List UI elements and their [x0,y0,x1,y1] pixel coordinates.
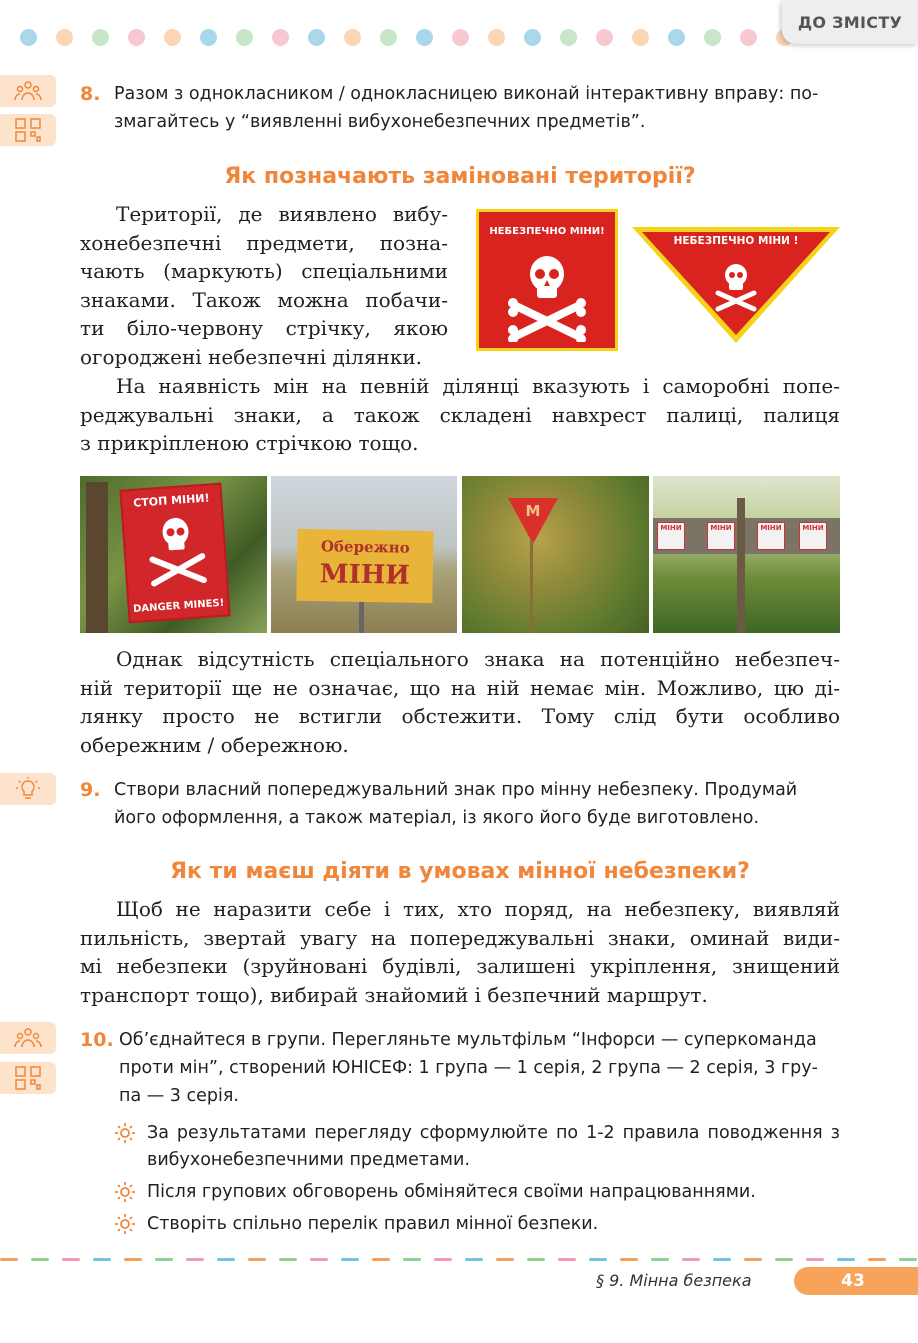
task-text-line: Створи власний попереджувальний знак про мінну небезпеку. Продумай [114,780,798,800]
decor-dash [558,1258,576,1261]
decor-dot [704,29,721,46]
decor-dash [713,1258,731,1261]
text-line: Території, де виявлено вибу- [116,202,448,226]
decor-dot [200,29,217,46]
decor-dash [217,1258,235,1261]
decor-dot [560,29,577,46]
text-line: Однак відсутність спеціального знака на потенційно небезпеч- [116,647,840,671]
decor-dash [806,1258,824,1261]
sun-bullet-icon [114,1213,136,1235]
sign-text: НЕБЕЗПЕЧНО МІНИ! [489,226,605,237]
mine-warning-sign-triangle [632,227,840,343]
photo-triangle-flag [462,476,649,633]
decor-dash [682,1258,700,1261]
text-line: знаками. Також можна побачи- [80,287,448,312]
list-item [114,1120,840,1174]
sign-text: СТОП МІНИ! [132,491,210,510]
decor-dot [488,29,505,46]
list-item [114,1179,840,1206]
careful-mines-sign [296,529,433,603]
stop-mines-sign [119,483,230,624]
task-text-line: па — 3 серія. [119,1086,239,1106]
text-line: ти біло-червону стрічку, якою [80,316,448,341]
decor-dot [452,29,469,46]
task-9 [80,776,840,832]
task-text-line: Разом з однокласником / однокласницею виконай інтерактивну вправу: по- [114,84,819,104]
decor-dot [596,29,613,46]
decor-dot [344,29,361,46]
decor-dot [20,29,37,46]
photo-stop-mines [80,476,267,633]
sign-text: МІНИ [707,522,735,550]
decor-dash [775,1258,793,1261]
sign-text: МІНИ [657,522,685,550]
decor-dash [62,1258,80,1261]
text-line: транспорт тощо), вибирай знайомий і безпечний маршрут. [80,982,708,1007]
decor-dash [124,1258,142,1261]
footer-dashes-decoration [0,1258,918,1262]
photo-strip [80,476,840,633]
section-heading: Як позначають заміновані території? [224,164,696,189]
task-text-line: Об’єднайтеся в групи. Перегляньте мультфільм “Інфорси — суперкоманда [119,1030,817,1050]
decor-dash [868,1258,886,1261]
task-number: 8. [80,83,101,105]
decor-dash [527,1258,545,1261]
task-number: 9. [80,779,101,801]
decor-dot [740,29,757,46]
decor-dot [236,29,253,46]
top-dots-decoration [20,29,900,47]
task-number: 10. [80,1029,114,1051]
text-line: На наявність мін на певній ділянці вказують і саморобні попе- [116,374,840,398]
list-item [114,1211,840,1238]
group-work-icon [0,1022,56,1054]
decor-dash [279,1258,297,1261]
qr-code-icon[interactable] [0,1062,56,1094]
decor-dash [837,1258,855,1261]
decor-dash [155,1258,173,1261]
task-text-line: змагайтесь у “виявленні вибухонебезпечних предметів”. [114,112,646,132]
photo-careful-mines [271,476,457,633]
list-item-text: Після групових обговорень обміняйтеся своїми напрацюваннями. [147,1182,756,1202]
text-line: огороджені небезпечні ділянки. [80,344,423,369]
page-number: 43 [794,1267,918,1295]
sign-text: DANGER MINES! [132,597,225,616]
list-item-text: Створіть спільно перелік правил мінної безпеки. [147,1214,599,1234]
paragraph-territories [80,200,448,372]
decor-dot [632,29,649,46]
sign-text: МІНИ [757,522,785,550]
paragraph-homemade-signs [80,372,840,458]
decor-dash [589,1258,607,1261]
decor-dash [899,1258,917,1261]
decor-dash [0,1258,18,1261]
list-item-text: За результатами перегляду сформулюйте по 1-2 правила поводження з вибухонебезпечними предметами. [147,1123,840,1170]
decor-dot [56,29,73,46]
decor-dot [128,29,145,46]
decor-dash [496,1258,514,1261]
task-text-line: його оформлення, а також матеріал, із якого його буде виготовлено. [114,808,760,828]
decor-dot [164,29,181,46]
decor-dash [341,1258,359,1261]
decor-dot [380,29,397,46]
sign-text: НЕБЕЗПЕЧНО МІНИ ! [673,235,799,247]
paragraph-absence-of-sign [80,645,840,759]
text-line: чають (маркують) спеціальними [80,259,448,284]
sun-bullet-icon [114,1181,136,1203]
decor-dash [434,1258,452,1261]
section-heading: Як ти маєш діяти в умовах мінної небезпеки? [170,859,750,884]
task-10 [80,1026,840,1110]
mine-warning-sign-square [476,209,618,351]
text-line: хонебезпечні предмети, позна- [80,230,448,255]
skull-crossbones-icon [506,250,588,342]
decor-dash [620,1258,638,1261]
text-line: Щоб не наразити себе і тих, хто поряд, на небезпеку, виявляй [116,897,840,921]
footer-section-title: § 9. Мінна безпека [596,1271,752,1290]
decor-dash [248,1258,266,1261]
sign-text: МІНИ [319,559,411,591]
paragraph-how-to-act [80,895,840,1009]
sign-text: МІНИ [799,522,827,550]
sign-text: M [525,502,541,520]
sign-text: Обережно [320,537,410,557]
decor-dash [403,1258,421,1261]
task-8 [80,80,840,136]
skull-crossbones-icon [143,512,210,588]
photo-fence-mines [653,476,840,633]
sun-bullet-icon [114,1122,136,1144]
decor-dot [308,29,325,46]
decor-dot [416,29,433,46]
toc-button[interactable]: ДО ЗМІСТУ [782,0,918,44]
decor-dash [310,1258,328,1261]
decor-dot [668,29,685,46]
text-line: з прикріпленою стрічкою тощо. [80,431,419,456]
decor-dot [92,29,109,46]
text-line: лянку просто не встигли обстежити. Тому слід бути особливо [80,704,840,729]
text-line: обережним / обережною. [80,732,349,757]
decor-dash [651,1258,669,1261]
decor-dash [186,1258,204,1261]
decor-dash [31,1258,49,1261]
decor-dash [465,1258,483,1261]
text-line: ній території ще не означає, що на ній немає мін. Можливо, цю ді- [80,675,840,700]
qr-code-icon[interactable] [0,114,56,146]
lightbulb-icon [0,773,56,805]
text-line: мі небезпеки (зруйновані будівлі, залишені укріплення, знищений [80,954,840,979]
decor-dot [524,29,541,46]
task-text-line: проти мін”, створений ЮНІСЕФ: 1 група — 1 серія, 2 група — 2 серія, 3 гру- [119,1058,818,1078]
decor-dash [372,1258,390,1261]
text-line: пильність, звертай увагу на попереджувальні знаки, оминай види- [80,925,840,950]
decor-dot [272,29,289,46]
text-line: реджувальні знаки, а також складені навхрест палиці, палиця [80,402,840,427]
decor-dash [93,1258,111,1261]
group-work-icon [0,75,56,107]
decor-dash [744,1258,762,1261]
